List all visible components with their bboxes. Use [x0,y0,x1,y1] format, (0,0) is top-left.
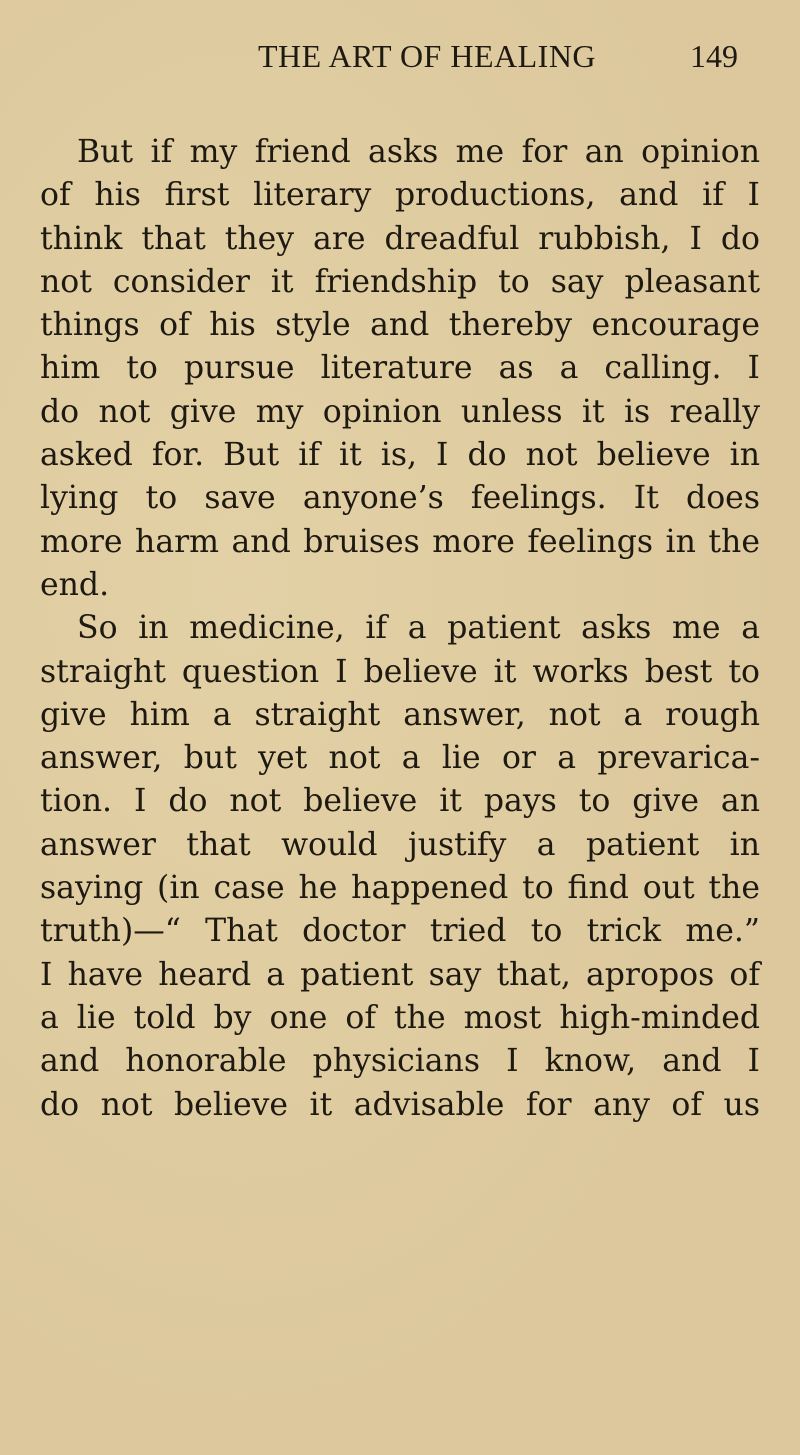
text-line: think that they are dreadful rubbish, I do [40,220,760,257]
text-line: end. [40,566,110,603]
text-line: I have heard a patient say that, apropos of [40,956,760,993]
text-line: of his first literary productions, and if I [40,177,760,214]
text-line: things of his style and thereby encourage [40,307,760,344]
page-number: 149 [690,38,738,74]
text-line: So in medicine, if a patient asks me a [77,610,760,647]
text-line: But if my friend asks me for an opinion [77,134,760,170]
text-line: him to pursue literature as a calling. I [40,350,760,387]
page-body-text [40,131,760,1127]
text-line: truth)—“ That doctor tried to trick me.” [40,913,760,950]
text-line: asked for. But if it is, I do not believe in [40,437,760,474]
text-line: a lie told by one of the most high-minded [40,999,760,1036]
text-line: not consider it friendship to say pleasant [40,263,760,300]
text-line: lying to save anyone’s feelings. It does [40,480,760,517]
text-line: answer that would justify a patient in [40,826,760,863]
running-header [258,38,738,86]
text-line: give him a straight answer, not a rough [40,696,760,733]
text-line: and honorable physicians I know, and I [40,1043,760,1080]
text-line: saying (in case he happened to find out the [40,870,760,907]
running-title: THE ART OF HEALING [258,38,597,74]
text-line: answer, but yet not a lie or a prevarica- [40,740,760,777]
text-line: straight question I believe it works best to [40,653,760,690]
text-line: more harm and bruises more feelings in the [40,523,760,560]
text-line: do not believe it advisable for any of us [40,1086,760,1123]
text-line: do not give my opinion unless it is really [40,393,760,430]
text-line: tion. I do not believe it pays to give an [40,783,760,820]
